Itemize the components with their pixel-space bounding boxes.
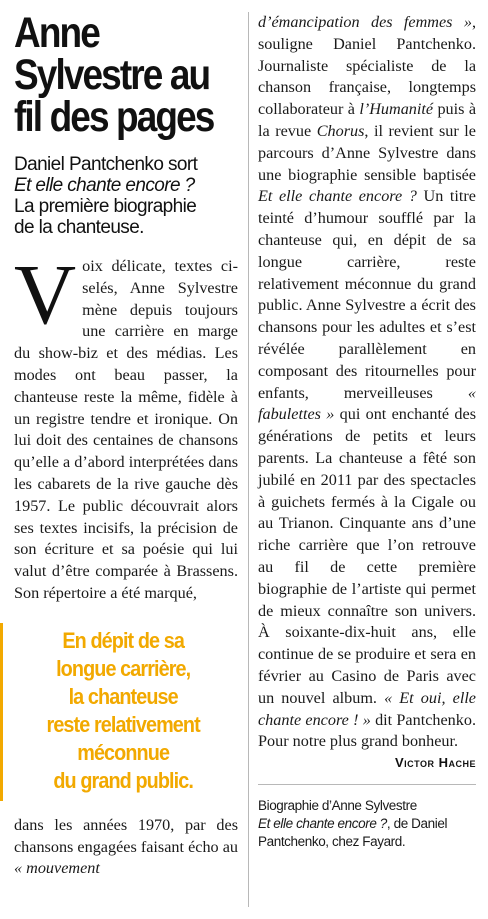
standfirst-line: La première biographie bbox=[14, 196, 197, 217]
book-title: Et elle chante encore ? bbox=[258, 187, 417, 206]
standfirst-book-title: Et elle chante encore ? bbox=[14, 175, 195, 196]
pull-quote-rule bbox=[0, 623, 3, 801]
pull-quote-line: En dépit de sa bbox=[62, 627, 184, 653]
pull-quote-box bbox=[0, 623, 238, 801]
right-column bbox=[258, 12, 476, 851]
body-text: , souligne Daniel Pantchenko. Journaliste spécialiste de la chanson française, longtemps collaborateur à bbox=[258, 13, 476, 119]
body-text-col1: oix délicate, textes ci-selés, Anne Sylvestre mène depuis toujours une carrière en marge du show-biz et des médias. Les modes ont beau passer, la chanteuse reste la même, fidèle à un registre tendre et ironique. On lui doit des centaines de chansons qu’elle a d’abord interprétées dans les cabarets de la rive gauche dès 1957. Le public découvrait alors ses textes incisifs, la précision de son écriture et sa poésie qui lui valut d’être comparée à Brassens. Son répertoire a été marqué, bbox=[14, 257, 238, 602]
author-signature: Victor Hache bbox=[394, 755, 476, 771]
body-quote: « fabulettes » bbox=[258, 383, 476, 424]
left-column bbox=[14, 9, 238, 880]
publication-name: l’Humanité bbox=[359, 100, 434, 119]
body-quote: d’émancipation des femmes » bbox=[258, 13, 472, 31]
caption-line: Pantchenko, chez Fayard. bbox=[258, 834, 406, 850]
book-caption bbox=[258, 784, 476, 851]
pull-quote-line: du grand public. bbox=[53, 767, 193, 793]
standfirst-line: Daniel Pantchenko sort bbox=[14, 154, 198, 175]
pull-quote-line: la chanteuse bbox=[68, 683, 178, 709]
standfirst bbox=[14, 154, 238, 238]
body-quote: « Et oui, elle chante encore ! » bbox=[258, 688, 476, 729]
caption-line bbox=[258, 815, 476, 833]
body-paragraph-main bbox=[258, 12, 476, 753]
body-text: , il revient sur le parcours d’Anne Sylvestre dans une biographie sensible baptisée bbox=[258, 121, 476, 184]
body-text: dans les années 1970, par des chansons engagées faisant écho au bbox=[14, 815, 238, 856]
pull-quote-line: longue carrière, bbox=[55, 655, 191, 681]
body-paragraph-intro bbox=[14, 246, 238, 605]
body-paragraph-continued bbox=[14, 815, 238, 880]
caption-book-title: Et elle chante encore ? bbox=[258, 816, 387, 832]
drop-cap: V bbox=[14, 246, 77, 342]
pull-quote-line: reste relativement bbox=[46, 711, 200, 737]
pull-quote bbox=[46, 627, 199, 795]
body-text: Un titre teinté d’humour soufflé par la chanteuse qui, en dépit de sa longue carrière, reste relativement méconnue du grand public. Anne Sylvestre a écrit des chansons pour les adultes et s’est révélée parallèlement en composant des ritournelles pour enfants, merveilleuses bbox=[258, 187, 476, 402]
body-text: dit Pantchenko. Pour notre plus grand bonheur. bbox=[258, 710, 476, 751]
caption-line: Biographie d’Anne Sylvestre bbox=[258, 798, 417, 814]
pull-quote-line: méconnue bbox=[77, 739, 169, 765]
body-quote: « mouvement bbox=[14, 859, 100, 878]
headline: Anne Sylvestre au fil des pages bbox=[14, 9, 214, 141]
caption-text: , de Daniel bbox=[386, 816, 448, 832]
body-text: qui ont enchanté des générations de petits et leurs parents. La chanteuse a fêté son jubilé en 2011 par des spectacles à guichets fermés à la Cigale ou au Trianon. Cinquante ans d’une riche carrière que l’on retrouve au fil de cette première biographie de l’artiste qui permet de mieux connaître son univers. À soixante-dix-huit ans, elle continue de se produire et sera en février au Casino de Paris avec un nouvel album. bbox=[258, 405, 476, 707]
column-divider bbox=[248, 12, 249, 907]
standfirst-line: de la chanteuse. bbox=[14, 217, 144, 238]
body-text: puis à la revue bbox=[258, 100, 477, 140]
publication-name: Chorus bbox=[316, 121, 365, 140]
